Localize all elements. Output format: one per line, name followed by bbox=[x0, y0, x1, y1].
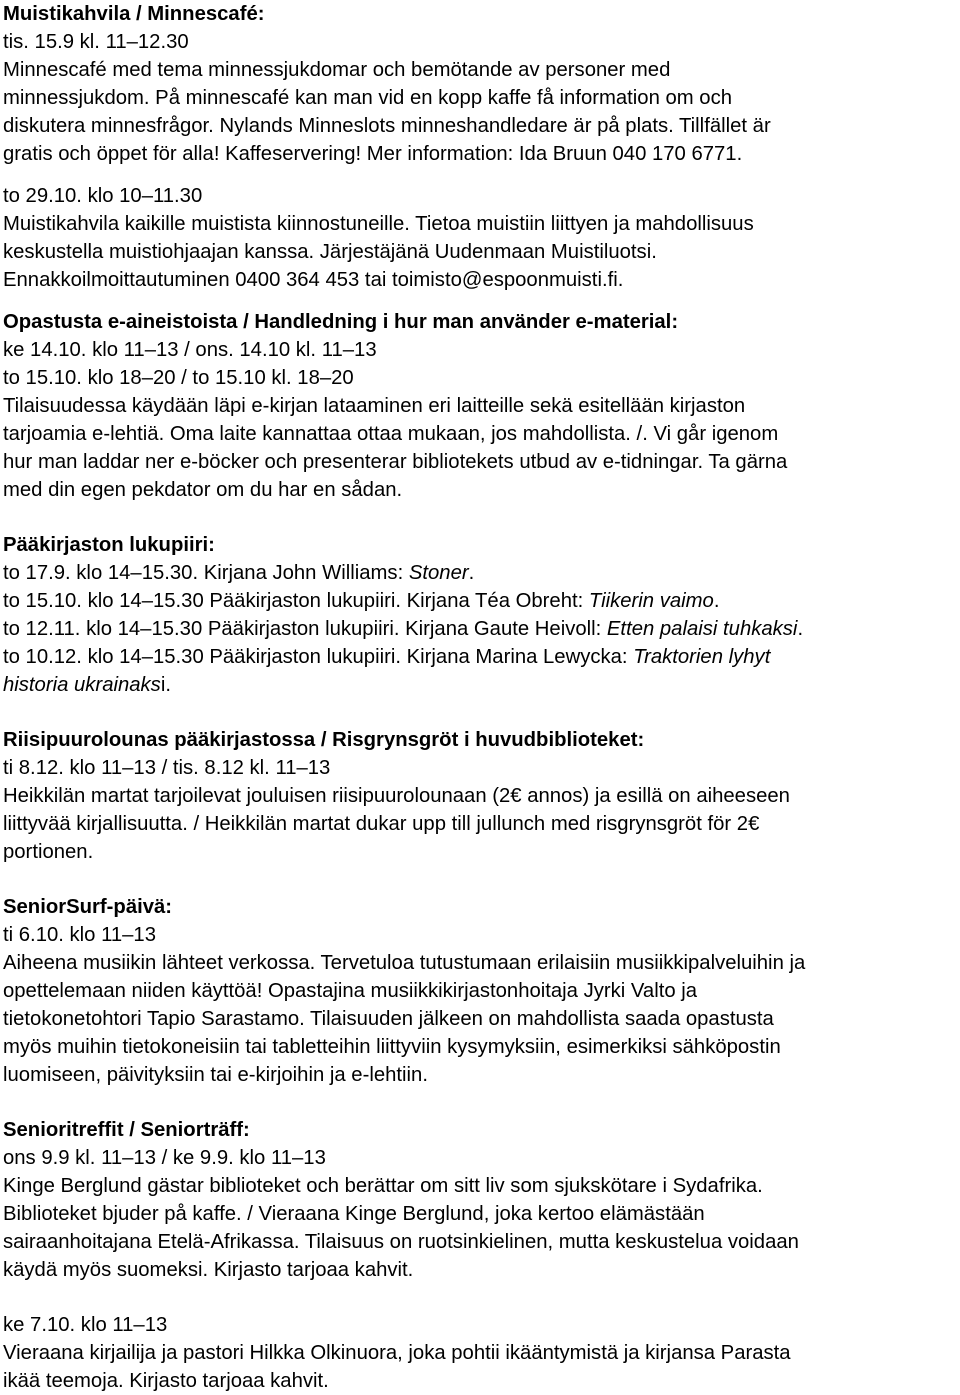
text-line: portionen. bbox=[3, 841, 94, 863]
event-date: ke 7.10. klo 11–13 bbox=[3, 1314, 168, 1336]
event-date: to 29.10. klo 10–11.30 bbox=[3, 185, 203, 207]
text-line: minnessjukdom. På minnescafé kan man vid en kopp kaffe få information om och bbox=[3, 87, 733, 109]
book-club-item: historia ukrainaksi. bbox=[3, 674, 171, 696]
text-line: sairaanhoitajana Etelä-Afrikassa. Tilaisuus on ruotsinkielinen, mutta keskustelua voidaan bbox=[3, 1231, 799, 1253]
text-line: keskustella muistiohjaajan kanssa. Järjestäjänä Uudenmaan Muistiluotsi. bbox=[3, 241, 657, 263]
book-club-item: to 12.11. klo 14–15.30 Pääkirjaston lukupiiri. Kirjana Gaute Heivoll: Etten palaisi tuhkaksi. bbox=[3, 618, 804, 640]
book-club-item: to 15.10. klo 14–15.30 Pääkirjaston lukupiiri. Kirjana Téa Obreht: Tiikerin vaimo. bbox=[3, 590, 720, 612]
section-opastusta bbox=[3, 308, 960, 504]
text-line: gratis och öppet för alla! Kaffeservering! Mer information: Ida Bruun 040 170 6771. bbox=[3, 143, 743, 165]
section-heading: Senioritreffit / Seniorträff: bbox=[3, 1119, 250, 1141]
book-club-item: to 10.12. klo 14–15.30 Pääkirjaston lukupiiri. Kirjana Marina Lewycka: Traktorien lyhyt bbox=[3, 646, 771, 668]
event-date: ti 6.10. klo 11–13 bbox=[3, 924, 156, 946]
event-date: tis. 15.9 kl. 11–12.30 bbox=[3, 31, 189, 53]
section-senioritreffit bbox=[3, 1116, 960, 1284]
text-line: med din egen pekdator om du har en sådan. bbox=[3, 479, 403, 501]
text-line: diskutera minnesfrågor. Nylands Minneslots minneshandledare är på plats. Tillfället är bbox=[3, 115, 771, 137]
text-line: Ennakkoilmoittautuminen 0400 364 453 tai toimisto@espoonmuisti.fi. bbox=[3, 269, 624, 291]
text-line: Aiheena musiikin lähteet verkossa. Tervetuloa tutustumaan erilaisiin musiikkipalveluihin ja bbox=[3, 952, 806, 974]
book-title: Traktorien lyhyt bbox=[633, 646, 771, 668]
section-riisipuuro bbox=[3, 726, 960, 866]
text-line: ikää teemoja. Kirjasto tarjoaa kahvit. bbox=[3, 1370, 329, 1392]
text-line: Vieraana kirjailija ja pastori Hilkka Olkinuora, joka pohtii ikääntymistä ja kirjansa Parasta bbox=[3, 1342, 791, 1364]
document bbox=[3, 0, 960, 1395]
section-lukupiiri bbox=[3, 531, 960, 699]
text-line: Tilaisuudessa käydään läpi e-kirjan lataaminen eri laitteille sekä esitellään kirjaston bbox=[3, 395, 746, 417]
text-line: käydä myös suomeksi. Kirjasto tarjoaa kahvit. bbox=[3, 1259, 414, 1281]
book-title: Tiikerin vaimo bbox=[588, 590, 714, 612]
section-heading: Riisipuurolounas pääkirjastossa / Risgrynsgröt i huvudbiblioteket: bbox=[3, 729, 645, 751]
event-date: to 15.10. klo 18–20 / to 15.10 kl. 18–20 bbox=[3, 367, 354, 389]
text-line: Heikkilän martat tarjoilevat jouluisen riisipuurolounaan (2€ annos) ja esillä on aiheeseen bbox=[3, 785, 790, 807]
section-seniorsurf bbox=[3, 893, 960, 1089]
section-heading: Opastusta e-aineistoista / Handledning i hur man använder e-material: bbox=[3, 311, 679, 333]
text-line: Biblioteket bjuder på kaffe. / Vieraana Kinge Berglund, joka kertoo elämästään bbox=[3, 1203, 705, 1225]
book-club-item: to 17.9. klo 14–15.30. Kirjana John Williams: Stoner. bbox=[3, 562, 475, 584]
section-heading: Pääkirjaston lukupiiri: bbox=[3, 534, 215, 556]
text-line: tarjoamia e-lehtiä. Oma laite kannattaa ottaa mukaan, jos mahdollista. /. Vi går igenom bbox=[3, 423, 779, 445]
text-line: Minnescafé med tema minnessjukdomar och bemötande av personer med bbox=[3, 59, 671, 81]
text-line: tietokonetohtori Tapio Sarastamo. Tilaisuuden jälkeen on mahdollista saada opastusta bbox=[3, 1008, 774, 1030]
event-date: ke 14.10. klo 11–13 / ons. 14.10 kl. 11–13 bbox=[3, 339, 377, 361]
text-line: Kinge Berglund gästar biblioteket och berättar om sitt liv som sjukskötare i Sydafrika. bbox=[3, 1175, 763, 1197]
section-heading: Muistikahvila / Minnescafé: bbox=[3, 3, 265, 25]
text-line: hur man laddar ner e-böcker och presenterar bibliotekets utbud av e-tidningar. Ta gärna bbox=[3, 451, 788, 473]
text-line: Muistikahvila kaikille muistista kiinnostuneille. Tietoa muistiin liittyen ja mahdollisuus bbox=[3, 213, 754, 235]
book-title: Stoner bbox=[408, 562, 469, 584]
event-date: ons 9.9 kl. 11–13 / ke 9.9. klo 11–13 bbox=[3, 1147, 326, 1169]
text-line: myös muihin tietokoneisiin tai tabletteihin liittyviin kysymyksiin, esimerkiksi sähköpostin bbox=[3, 1036, 781, 1058]
event-date: ti 8.12. klo 11–13 / tis. 8.12 kl. 11–13 bbox=[3, 757, 331, 779]
section-muistikahvila-finnish bbox=[3, 182, 960, 294]
text-line: luomiseen, päivityksiin tai e-kirjoihin ja e-lehtiin. bbox=[3, 1064, 428, 1086]
text-line: opettelemaan niiden käyttöä! Opastajina musiikkikirjastonhoitaja Jyrki Valto ja bbox=[3, 980, 698, 1002]
book-title: historia ukrainaks bbox=[3, 674, 161, 696]
section-muistikahvila bbox=[3, 0, 960, 168]
section-senioritreffit-2 bbox=[3, 1311, 960, 1395]
section-heading: SeniorSurf-päivä: bbox=[3, 896, 173, 918]
text-line: liittyvää kirjallisuutta. / Heikkilän martat dukar upp till jullunch med risgrynsgröt för 2€ bbox=[3, 813, 760, 835]
book-title: Etten palaisi tuhkaksi bbox=[606, 618, 798, 640]
